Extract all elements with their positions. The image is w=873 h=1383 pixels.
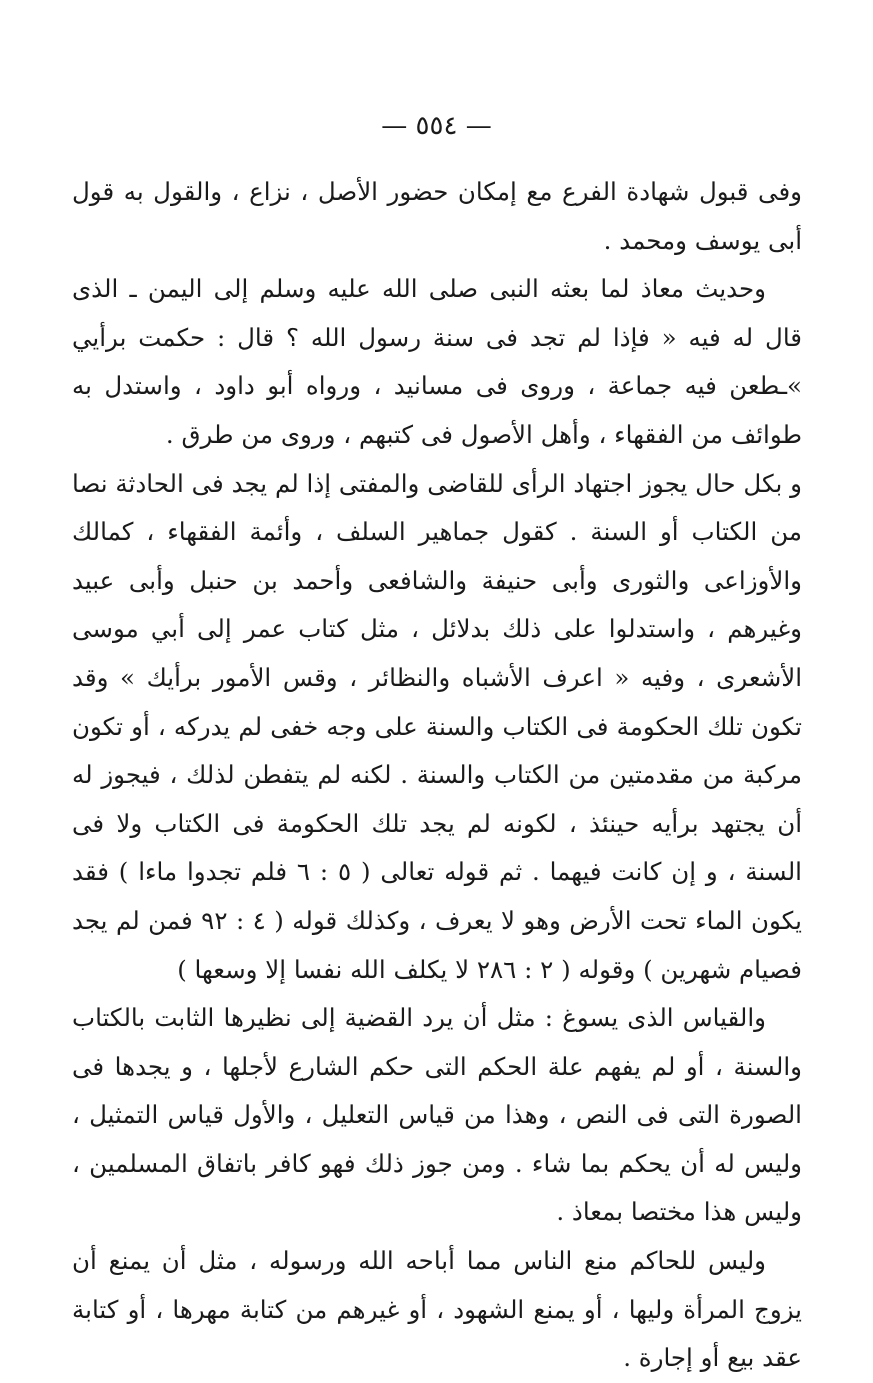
- page-number: — ٥٥٤ —: [381, 111, 492, 141]
- paragraph-2: وحديث معاذ لما بعثه النبى صلى الله عليه وسلم إلى اليمن ـ الذى قال له فيه « فإذا لم تجد فى سنة رسول الله ؟ قال : حكمت برأيي »ـطعن فيه جماعة ، وروى فى مسانيد ، ورواه أبو داود ، واستدل به طوائف من الفقهاء ، وأهل الأصول فى كتبهم ، وروى من طرق .: [72, 274, 802, 449]
- paragraph-1: وفى قبول شهادة الفرع مع إمكان حضور الأصل ، نزاع ، والقول به قول أبى يوسف ومحمد .: [72, 177, 802, 255]
- paragraph-5: وليس للحاكم منع الناس مما أباحه الله ورسوله ، مثل أن يمنع أن يزوج المرأة وليها ، أو يمنع الشهود ، أو غيرهم من كتابة مهرها ، أو كتابة عقد بيع أو إجارة .: [72, 1246, 802, 1373]
- body-text: [72, 168, 802, 1383]
- paragraph-4: والقياس الذى يسوغ : مثل أن يرد القضية إلى نظيرها الثابت بالكتاب والسنة ، أو لم يفهم علة الحكم التى حكم الشارع لأجلها ، و يجدها فى الصورة التى فى النص ، وهذا من قياس التعليل ، والأول قياس التمثيل ، وليس له أن يحكم بما شاء . ومن جوز ذلك فهو كافر باتفاق المسلمين ، وليس هذا مختصا بمعاذ .: [72, 1003, 802, 1227]
- paragraph-3: و بكل حال يجوز اجتهاد الرأى للقاضى والمفتى إذا لم يجد فى الحادثة نصا من الكتاب أو السنة . كقول جماهير السلف ، وأئمة الفقهاء ، كمالك والأوزاعى والثورى وأبى حنيفة والشافعى وأحمد بن حنبل وأبى عبيد وغيرهم ، واستدلوا على ذلك بدلائل ، مثل كتاب عمر إلى أبي موسى الأشعرى ، وفيه « اعرف الأشباه والنظائر ، وقس الأمور برأيك » وقد تكون تلك الحكومة فى الكتاب والسنة على وجه خفى لم يدركه ، أو تكون مركبة من مقدمتين من الكتاب والسنة . لكنه لم يتفطن لذلك ، فيجوز له أن يجتهد برأيه حينئذ ، لكونه لم يجد تلك الحكومة فى الكتاب ولا فى السنة ، و إن كانت فيهما . ثم قوله تعالى ( ٥ : ٦ فلم تجدوا ماءا ) فقد يكون الماء تحت الأرض وهو لا يعرف ، وكذلك قوله ( ٤ : ٩٢ فمن لم يجد فصيام شهرين ) وقوله ( ٢ : ٢٨٦ لا يكلف الله نفسا إلا وسعها ): [72, 468, 802, 984]
